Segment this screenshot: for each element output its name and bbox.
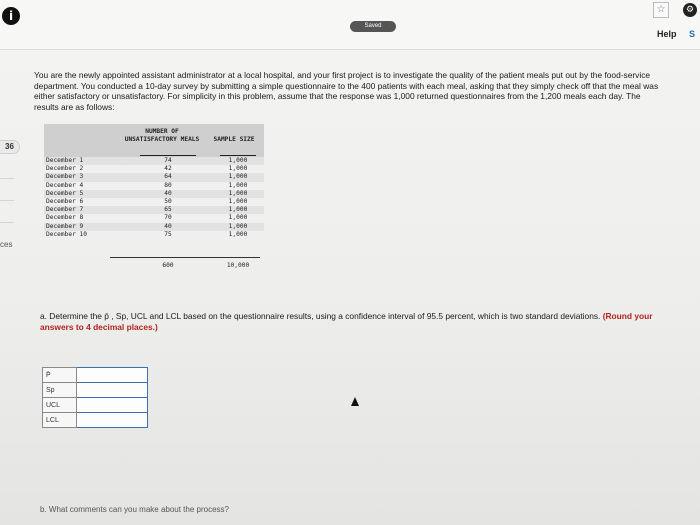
table-row [44,157,264,165]
info-icon[interactable]: i [2,7,20,25]
header-sample-size: SAMPLE SIZE [213,136,255,143]
answer-label: Sp [43,383,77,398]
saved-status-badge: Saved [350,21,396,32]
day-cell: December 10 [46,230,87,238]
defects-cell: 74 [164,157,172,164]
settings-icon[interactable]: ⚙ [683,3,697,17]
sample-cell: 1,000 [228,222,248,230]
day-cell: December 3 [46,173,84,181]
header-underline [220,155,256,156]
save-link[interactable]: S [689,29,696,39]
sample-cell: 1,000 [228,189,248,197]
defects-cell: 70 [164,214,172,222]
day-cell: December 7 [46,206,84,214]
table-row [44,223,264,231]
answer-row-pbar [43,368,148,383]
table-row [44,214,264,222]
help-link[interactable]: Help [657,29,677,39]
points-badge: 36 [0,140,20,154]
divider [0,200,14,201]
defects-cell: 80 [164,181,172,189]
answer-label: UCL [43,398,77,413]
table-header [44,124,264,157]
total-sample: 10,000 [226,262,250,269]
defects-cell: 42 [164,165,172,173]
answer-label: LCL [43,413,77,428]
question-text: a. Determine the p̄ , Sp, UCL and LCL based on the questionnaire results, using a confidence interval of 95.5 percent, which is two standard deviations. [40,311,601,321]
day-cell: December 6 [46,197,84,205]
header-underline [140,155,196,156]
answer-label: P̄ [43,368,77,383]
defects-cell: 40 [164,189,172,197]
sample-cell: 1,000 [228,206,248,214]
divider [0,178,14,179]
defects-cell: 64 [164,173,172,181]
sample-cell: 1,000 [228,230,248,238]
sample-cell: 1,000 [228,165,248,173]
star-icon[interactable]: ☆ [653,2,669,18]
sample-cell: 1,000 [228,157,248,164]
table-body [44,157,264,239]
lcl-input[interactable] [76,413,147,428]
table-row [44,198,264,206]
day-cell: December 2 [46,165,84,173]
defects-cell: 75 [164,230,172,238]
answer-row-sp [43,383,148,398]
references-link[interactable]: ces [0,240,13,249]
day-cell: December 4 [46,181,84,189]
answer-table [42,367,148,428]
table-row [44,173,264,181]
answer-row-ucl [43,398,148,413]
total-rule [110,257,260,258]
defects-cell: 65 [164,206,172,214]
table-row [44,231,264,239]
table-row [44,165,264,173]
pbar-input[interactable] [76,368,147,383]
totals-row [44,262,264,272]
question-b: b. What comments can you make about the process? [40,505,229,514]
defects-cell: 40 [164,222,172,230]
sample-cell: 1,000 [228,197,248,205]
sample-cell: 1,000 [228,214,248,222]
day-cell: December 5 [46,189,84,197]
ucl-input[interactable] [76,398,147,413]
problem-statement: You are the newly appointed assistant administrator at a local hospital, and your first project is to investigate the quality of the patient meals put out by the food-service department. You conducted a 10-day survey by submitting a simple questionnaire to the 400 patients with each meal, asking that they simply check off that the meal was either satisfactory or unsatisfactory. For simplicity in this problem, assume that the response was 1,000 returned questionnaires from the 1,200 meals each day. The results are as follows: [34,70,659,112]
header-unsatisfactory-meals: NUMBER OF UNSATISFACTORY MEALS [124,128,200,143]
question-a [40,311,660,333]
table-row [44,190,264,198]
sample-cell: 1,000 [228,173,248,181]
answer-row-lcl [43,413,148,428]
sp-input[interactable] [76,383,147,398]
table-row [44,206,264,214]
mouse-cursor-icon [351,397,359,406]
sample-cell: 1,000 [228,181,248,189]
defects-cell: 50 [164,197,172,205]
table-row [44,182,264,190]
total-defects: 600 [162,262,174,269]
day-cell: December 9 [46,222,84,230]
day-cell: December 1 [46,157,84,164]
top-toolbar [0,0,700,50]
day-cell: December 8 [46,214,84,222]
rounding-instruction: (Round your answers to 4 decimal places.) [40,311,653,332]
divider [0,222,14,223]
